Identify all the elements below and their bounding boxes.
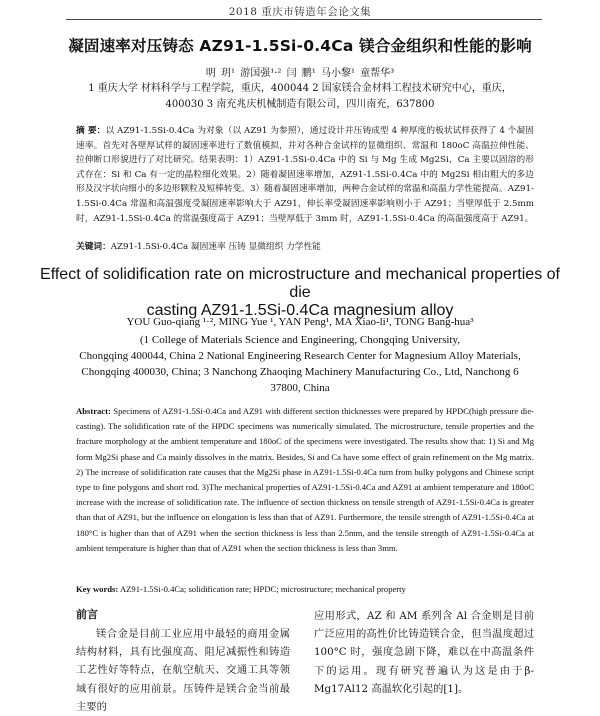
- body-left-column: [76, 605, 290, 716]
- english-keywords-label: Key words:: [76, 584, 119, 594]
- english-abstract-text: Specimens of AZ91-1.5Si-0.4Ca and AZ91 with different section thicknesses were prepared by HPDC(high pressure die-casting). The solidification rate of the HPDC specimens was numerically simulated. The microstructure, tensile properties and the fracture morphology at the ambient temperature and 180oC of the specimens were investigated. The results show that: 1) Si and Mg form Mg2Si phase and Ca mainly dissolves in the matrix. Besides, Si and Ca have some effect of grain refinement on the Mg matrix. 2) The increase of solidification rate causes that the Mg2Si phase in AZ91-1.5Si-0.4Ca turn from bulky polygons and Chinese script type to fine polygons and short rod. 3)The mechanical properties of AZ91-1.5Si-0.4Ca and AZ91 at ambient temperature and 180oC increase with the increase of solidification rate. The influence of section thickness on tensile strength of AZ91-1.5Si-0.4Ca is greater than that of AZ91, but the influence on elongation is less than that of AZ91. Furthermore, the tensile strength of AZ91-1.5Si-0.4Ca at 180°C is higher than that of AZ91 when the section thickness is less than 2.5mm, and the tensile strength of AZ91-1.5Si-0.4Ca at ambient temperature is higher than that of AZ91 when the section thickness is less than 3mm.: [76, 406, 534, 553]
- english-title: [40, 266, 560, 320]
- body-right-column: [314, 605, 534, 698]
- chinese-authors: 明 玥¹ 游国强¹·² 闫 鹏¹ 马小黎¹ 童帮华³: [205, 68, 395, 79]
- section-heading: 前言: [76, 608, 98, 621]
- chinese-affiliation: [60, 81, 540, 113]
- chinese-keywords: [76, 240, 534, 252]
- english-affiliation-line: (1 College of Materials Science and Engineering, Chongqing University,: [139, 334, 461, 346]
- english-title-line: casting AZ91-1.5Si-0.4Ca magnesium alloy: [146, 302, 454, 319]
- english-keywords: [76, 584, 534, 594]
- english-title-line: Effect of solidification rate on microstructure and mechanical properties of die: [40, 266, 560, 301]
- english-affiliation-line: 37800, China: [270, 382, 330, 394]
- english-abstract-label: Abstract:: [76, 406, 111, 416]
- english-abstract: [76, 404, 534, 556]
- chinese-abstract: [76, 124, 534, 226]
- chinese-abstract-text: 以 AZ91-1.5Si-0.4Ca 为对象（以 AZ91 为参照），通过设计并压铸成型 4 种厚度的板状试样获得了 4 个凝固速率。首先对各壁厚试样的凝固速率进行了数值模拟，并对各种合金试样的显微组织、常温和 180oC 高温拉伸性能、拉伸断口形貌进行了对比研究。结果表明：1）AZ91-1.5Si-0.4Ca 中的 Si 与 Mg 生成 Mg2Si，Ca 主要以固溶的形式存在：Si 和 Ca 有一定的晶粒细化效果。2）随着凝固速率增加，AZ91-1.5Si-0.4Ca 中的 Mg2Si 相由粗大的多边形及汉字状向细小的多边形颗粒及短棒转变。3）随着凝固速率增加，两种合金试样的常温和高温力学性能提高。AZ91-1.5Si-0.4Ca 常温和高温强度受凝固速率影响大于 AZ91，伸长率受凝固速率影响则小于 AZ91；当壁厚低于 2.5mm 时，AZ91-1.5Si-0.4Ca 的常温强度高于 AZ91；当壁厚低于 3mm 时，AZ91-1.5Si-0.4Ca 的高温强度高于 AZ91。: [76, 126, 534, 224]
- body-paragraph: 镁合金是目前工业应用中最轻的商用金属结构材料，具有比强度高、阻尼减振性和铸造工艺性好等特点，在航空航天、交通工具等领域有很好的应用前景。压铸件是镁合金当前最主要的: [76, 628, 290, 713]
- chinese-keywords-text: AZ91-1.5Si-0.4Ca 凝固速率 压铸 显微组织 力学性能: [110, 242, 321, 252]
- running-header: 2018 重庆市铸造年会论文集: [228, 6, 372, 18]
- english-affiliation-line: Chongqing 400044, China 2 National Engineering Research Center for Magnesium Alloy Materials,: [79, 350, 521, 362]
- body-paragraph: 应用形式，AZ 和 AM 系列含 Al 合金则是目前广泛应用的高性价比铸造镁合金，但当温度超过100°C 时，强度急剧下降，难以在中高温条件下的运用。现有研究普遍认为这是由于β-Mg17Al12 高温软化引起的[1]。: [314, 610, 534, 695]
- chinese-keywords-label: 关键词：: [76, 242, 111, 252]
- header-rule: [66, 19, 542, 20]
- english-keywords-text: AZ91-1.5Si-0.4Ca; solidification rate; HPDC; microstructure; mechanical property: [119, 584, 406, 594]
- english-affiliation: [54, 332, 546, 396]
- chinese-affiliation-line: 400030 3 南充兆庆机械制造有限公司，四川南充，637800: [165, 99, 435, 110]
- chinese-affiliation-line: 1 重庆大学 材料科学与工程学院，重庆，400044 2 国家镁合金材料工程技术研究中心，重庆，: [88, 83, 512, 94]
- chinese-title: 凝固速率对压铸态 AZ91-1.5Si-0.4Ca 镁合金组织和性能的影响: [68, 37, 532, 55]
- english-authors: YOU Guo-qiang ¹·², MING Yue ¹, YAN Peng¹, MA Xiao-li¹, TONG Bang-hua³: [126, 316, 474, 328]
- english-affiliation-line: Chongqing 400030, China; 3 Nanchong Zhaoqing Machinery Manufacturing Co., Ltd, Nanchong 6: [81, 366, 519, 378]
- chinese-abstract-label: 摘 要：: [76, 126, 106, 136]
